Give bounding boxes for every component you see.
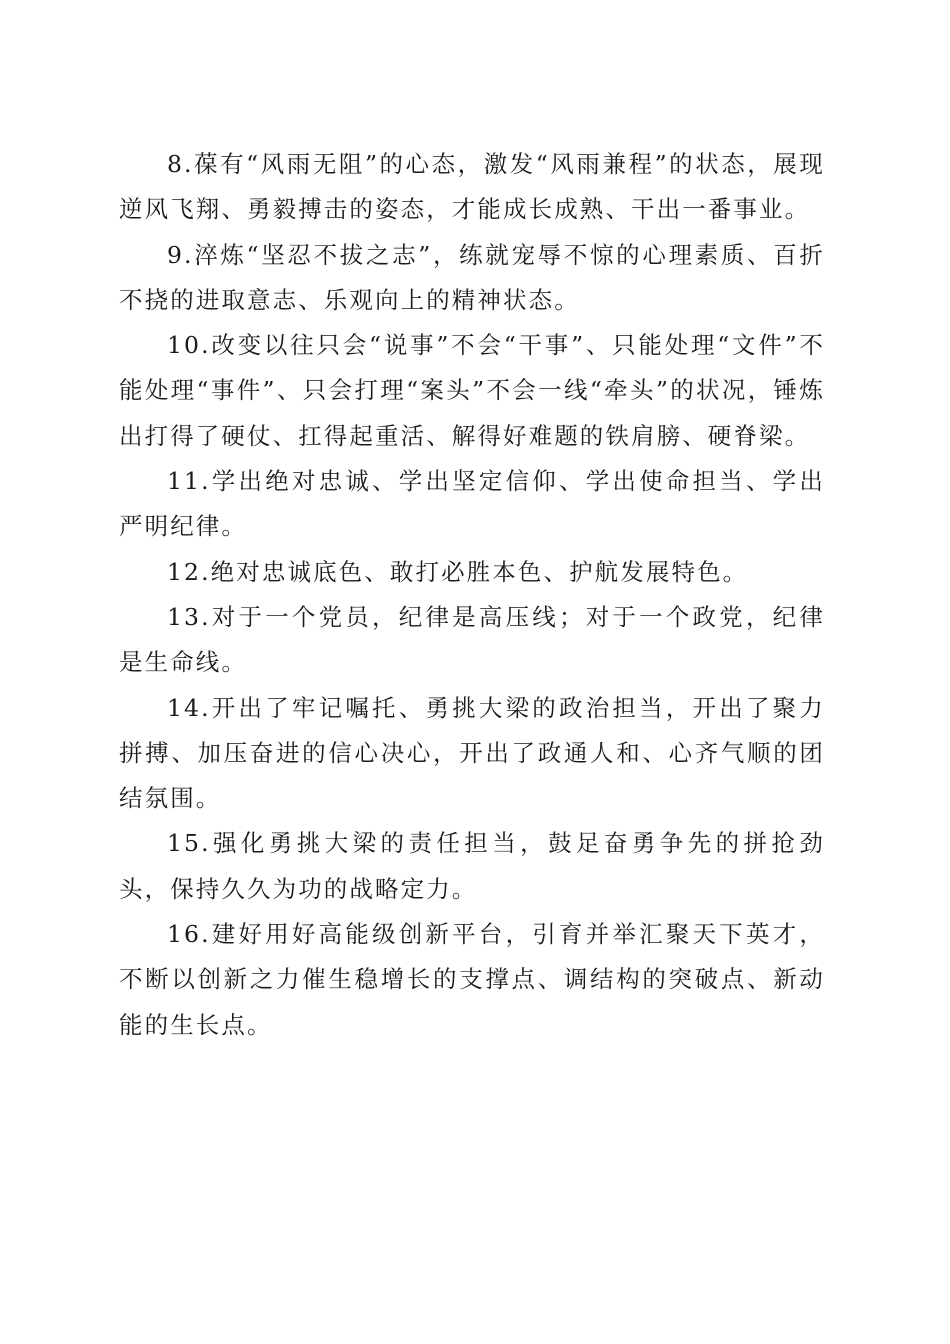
paragraph-13: 13.对于一个党员，纪律是高压线；对于一个政党，纪律是生命线。 (119, 602, 825, 677)
paragraph-9: 9.淬炼“坚忍不拔之志”，练就宠辱不惊的心理素质、百折不挠的进取意志、乐观向上的精神状态。 (119, 240, 825, 314)
paragraph-11: 11.学出绝对忠诚、学出坚定信仰、学出使命担当、学出严明纪律。 (119, 467, 825, 541)
paragraph-14: 14.开出了牢记嘱托、勇挑大梁的政治担当，开出了聚力拼搏、加压奋进的信心决心，开出了政通人和、心齐气顺的团结氛围。 (119, 693, 825, 813)
paragraph-15: 15.强化勇挑大梁的责任担当，鼓足奋勇争先的拼抢劲头，保持久久为功的战略定力。 (119, 829, 825, 903)
paragraph-16: 16.建好用好高能级创新平台，引育并举汇聚天下英才，不断以创新之力催生稳增长的支撑点、调结构的突破点、新动能的生长点。 (119, 920, 825, 1039)
document-body (119, 142, 825, 1048)
paragraph-8: 8.葆有“风雨无阻”的心态，激发“风雨兼程”的状态，展现逆风飞翔、勇毅搏击的姿态，才能成长成熟、干出一番事业。 (119, 150, 825, 224)
paragraph-10: 10.改变以往只会“说事”不会“干事”、只能处理“文件”不能处理“事件”、只会打理“案头”不会一线“牵头”的状况，锤炼出打得了硬仗、扛得起重活、解得好难题的铁肩膀、硬脊梁。 (119, 331, 825, 450)
paragraph-12: 12.绝对忠诚底色、敢打必胜本色、护航发展特色。 (167, 557, 749, 586)
